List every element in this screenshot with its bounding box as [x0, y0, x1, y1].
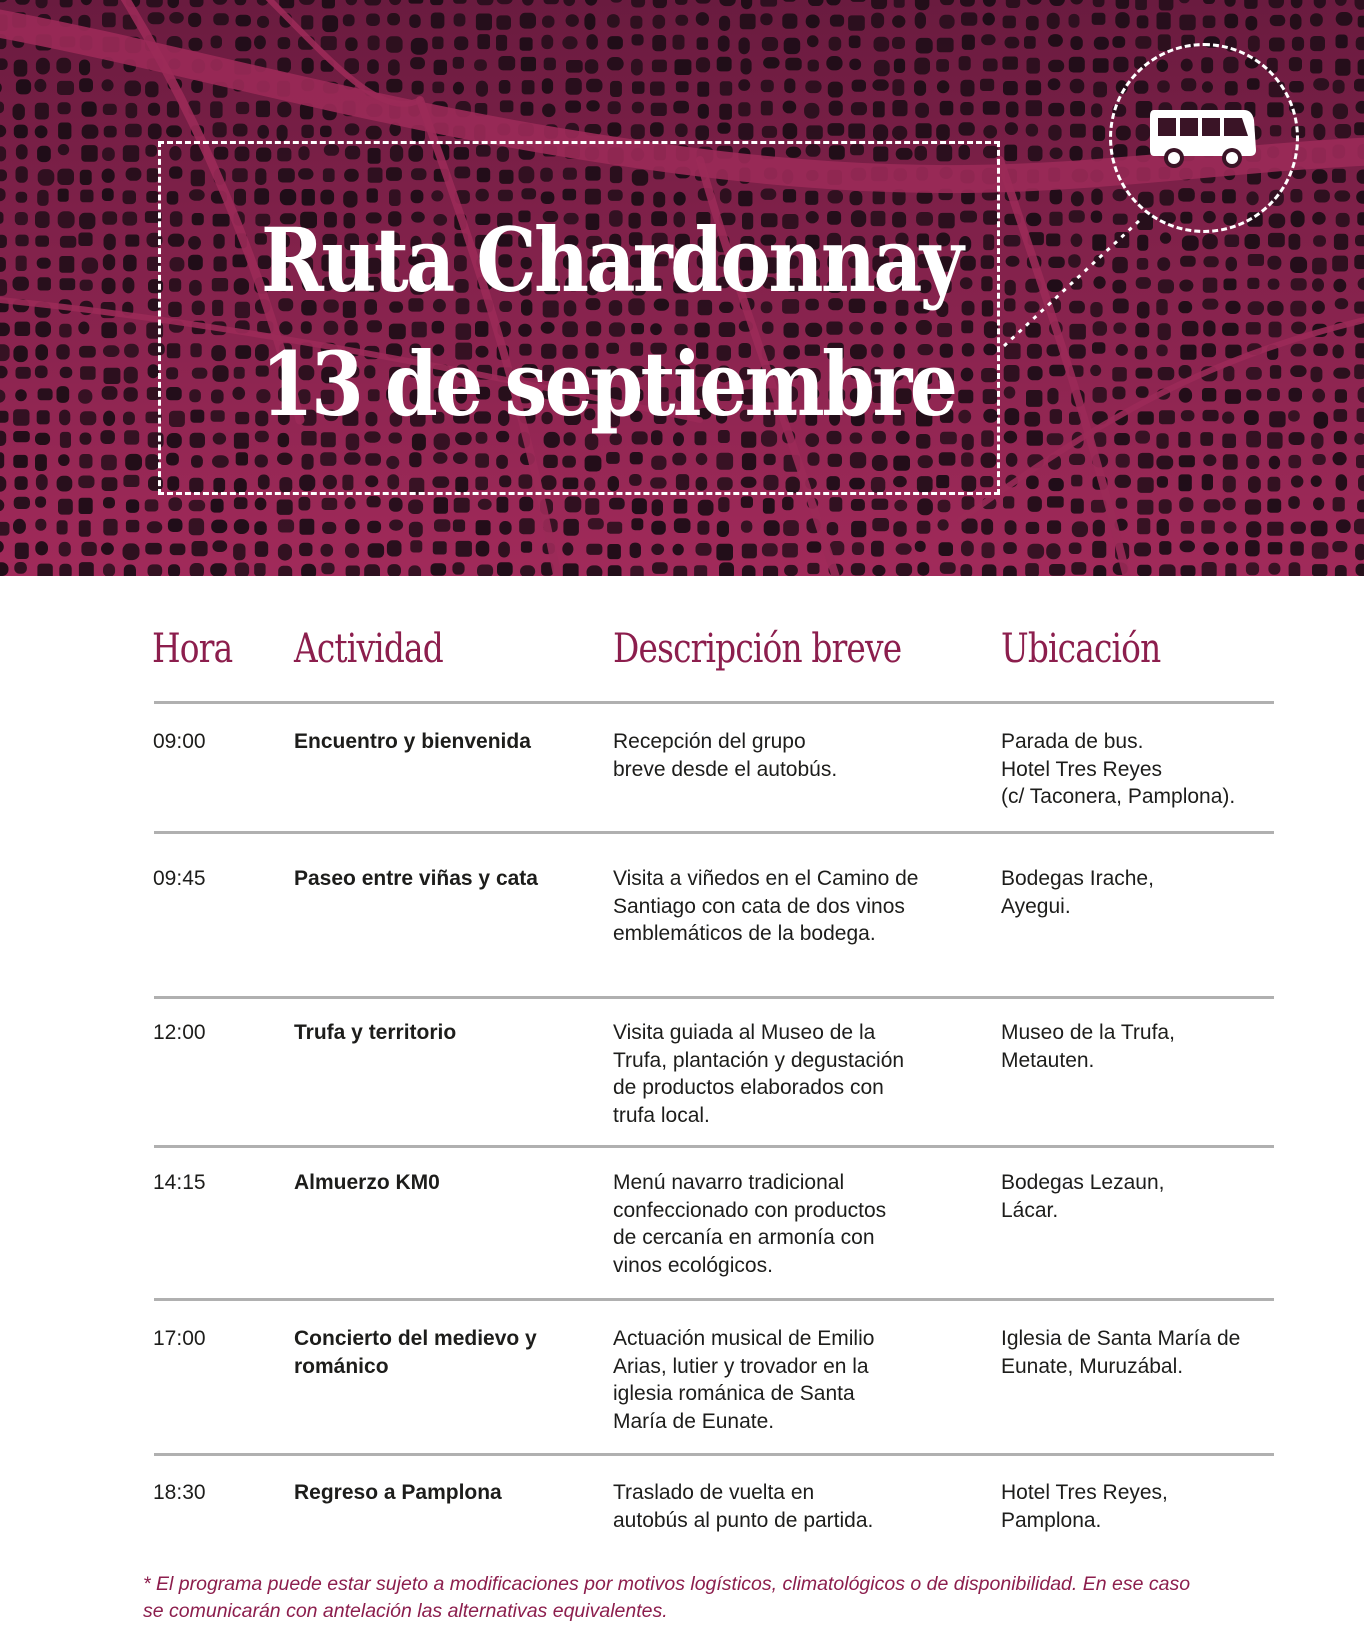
row-description-line: Visita a viñedos en el Camino de — [613, 867, 919, 890]
row-time: 09:45 — [153, 867, 206, 890]
row-description — [613, 865, 963, 948]
header-descripcion: Descripción breve — [613, 626, 902, 672]
row-location-line: Museo de la Trufa, — [1001, 1021, 1175, 1044]
row-time: 09:00 — [153, 730, 206, 753]
row-activity — [294, 1479, 594, 1507]
row-location-line: Hotel Tres Reyes, — [1001, 1481, 1168, 1504]
row-divider — [154, 831, 1274, 834]
row-time: 18:30 — [153, 1481, 206, 1504]
row-time: 14:15 — [153, 1171, 206, 1194]
row-description — [613, 1325, 963, 1435]
row-description — [613, 1169, 963, 1279]
row-description-line: confeccionado con productos — [613, 1198, 887, 1222]
row-description-line: Menú navarro tradicional — [613, 1171, 845, 1194]
header-ubicacion: Ubicación — [1001, 626, 1161, 672]
hero-banner — [0, 0, 1364, 576]
row-location-line: Iglesia de Santa María de — [1001, 1327, 1241, 1350]
row-description-line: de productos elaborados con — [613, 1076, 884, 1099]
row-description-line: Santiago con cata de dos vinos — [613, 894, 905, 918]
row-divider — [154, 996, 1274, 999]
row-activity-line: Paseo entre viñas y cata — [294, 867, 538, 890]
row-activity — [294, 1019, 594, 1047]
event-date: 13 de septiembre — [261, 332, 956, 436]
row-location-line: Ayegui. — [1001, 894, 1071, 918]
row-description-line: de cercanía en armonía con — [613, 1226, 875, 1249]
row-activity — [294, 1169, 594, 1197]
row-divider — [154, 1453, 1274, 1456]
row-description — [613, 728, 963, 783]
row-description-line: Visita guiada al Museo de la — [613, 1021, 876, 1044]
row-description-line: autobús al punto de partida. — [613, 1508, 874, 1532]
row-activity-line: Trufa y territorio — [294, 1021, 457, 1044]
row-activity-line: románico — [294, 1354, 389, 1378]
row-description-line: Traslado de vuelta en — [613, 1481, 815, 1504]
row-location — [1001, 1325, 1281, 1380]
footnote — [143, 1571, 1273, 1625]
row-divider — [154, 1145, 1274, 1148]
row-location — [1001, 1479, 1281, 1534]
row-location — [1001, 1169, 1281, 1224]
row-description — [613, 1479, 963, 1534]
row-location-line: Parada de bus. — [1001, 730, 1144, 753]
row-location-line: Bodegas Irache, — [1001, 867, 1154, 890]
row-description-line: trufa local. — [613, 1103, 710, 1127]
row-location — [1001, 865, 1281, 920]
row-description-line: emblemáticos de la bodega. — [613, 922, 876, 945]
row-location-line: Eunate, Muruzábal. — [1001, 1354, 1184, 1378]
header-hora: Hora — [152, 626, 233, 672]
row-location-line: Metauten. — [1001, 1048, 1095, 1072]
schedule-header — [0, 626, 1364, 686]
row-activity-line: Encuentro y bienvenida — [294, 730, 531, 753]
event-title: Ruta Chardonnay — [261, 208, 962, 312]
bus-badge — [1109, 43, 1299, 233]
row-location — [1001, 728, 1281, 811]
row-activity-line: Regreso a Pamplona — [294, 1481, 502, 1504]
row-activity — [294, 865, 594, 893]
footnote-line-2: se comunicarán con antelación las alternativas equivalentes. — [143, 1600, 668, 1622]
row-time: 12:00 — [153, 1021, 206, 1044]
row-divider — [154, 1298, 1274, 1301]
row-description-line: breve desde el autobús. — [613, 757, 838, 781]
row-activity — [294, 728, 594, 756]
header-actividad: Actividad — [294, 626, 443, 672]
row-description-line: Actuación musical de Emilio — [613, 1327, 875, 1350]
row-description-line: iglesia románica de Santa — [613, 1382, 855, 1405]
row-activity — [294, 1325, 594, 1380]
bus-icon — [1148, 106, 1258, 172]
row-description-line: María de Eunate. — [613, 1409, 775, 1433]
row-time: 17:00 — [153, 1327, 206, 1350]
title-frame — [158, 141, 1000, 495]
row-description-line: Trufa, plantación y degustación — [613, 1048, 905, 1072]
row-activity-line: Concierto del medievo y — [294, 1327, 537, 1350]
row-description-line: Arias, lutier y trovador en la — [613, 1354, 869, 1378]
row-location-line: (c/ Taconera, Pamplona). — [1001, 785, 1236, 808]
row-location-line: Pamplona. — [1001, 1508, 1102, 1532]
row-description — [613, 1019, 963, 1129]
row-description-line: Recepción del grupo — [613, 730, 806, 753]
row-description-line: vinos ecológicos. — [613, 1253, 773, 1277]
row-activity-line: Almuerzo KM0 — [294, 1171, 440, 1194]
footnote-line-1: * El programa puede estar sujeto a modificaciones por motivos logísticos, climatológicos o de disponibilidad. En ese caso — [143, 1573, 1191, 1595]
row-location-line: Bodegas Lezaun, — [1001, 1171, 1165, 1194]
row-location-line: Lácar. — [1001, 1198, 1059, 1222]
row-location-line: Hotel Tres Reyes — [1001, 757, 1163, 781]
header-divider — [154, 701, 1274, 704]
row-location — [1001, 1019, 1281, 1074]
